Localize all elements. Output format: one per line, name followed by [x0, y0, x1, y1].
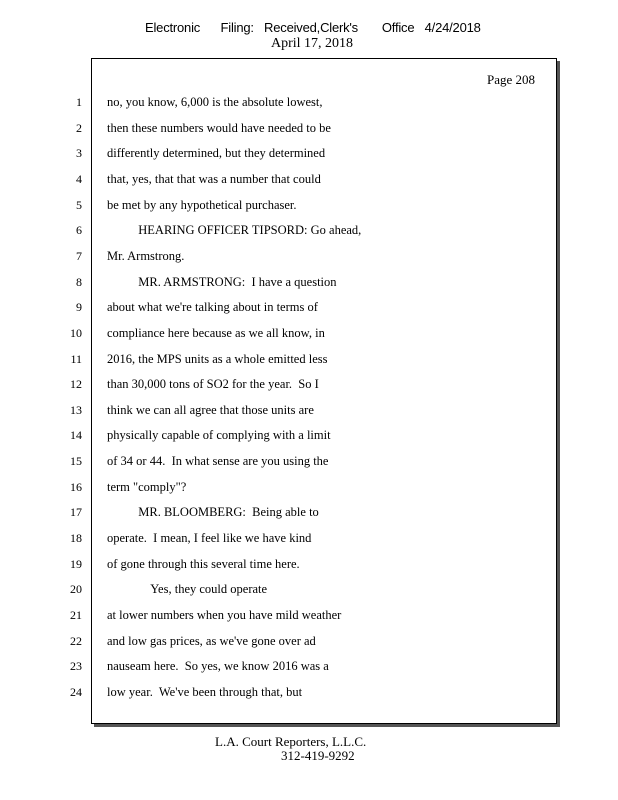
line-number: 4 — [76, 172, 82, 186]
line-number: 15 — [70, 454, 82, 468]
line-text: compliance here because as we all know, in — [107, 326, 325, 340]
line-number: 17 — [70, 505, 82, 519]
line-number: 19 — [70, 557, 82, 571]
court-reporter-name: L.A. Court Reporters, L.L.C. — [215, 734, 367, 749]
line-number: 14 — [70, 428, 82, 442]
line-number: 2 — [76, 121, 82, 135]
line-number: 16 — [70, 480, 82, 494]
line-number: 24 — [70, 685, 82, 699]
line-text: differently determined, but they determined — [107, 146, 326, 160]
line-number: 20 — [70, 582, 82, 596]
line-text: about what we're talking about in terms of — [107, 300, 318, 314]
line-number: 22 — [70, 634, 82, 648]
line-text: think we can all agree that those units are — [107, 403, 314, 417]
line-number: 11 — [70, 352, 82, 366]
line-text: MR. BLOOMBERG: Being able to — [107, 505, 319, 519]
line-number: 13 — [70, 403, 82, 417]
line-text: that, yes, that that was a number that could — [107, 172, 321, 186]
line-text: then these numbers would have needed to be — [107, 121, 331, 135]
line-text: of 34 or 44. In what sense are you using the — [107, 454, 329, 468]
line-text: than 30,000 tons of SO2 for the year. So I — [107, 377, 319, 391]
line-number: 21 — [70, 608, 82, 622]
line-number: 3 — [76, 146, 82, 160]
line-text: physically capable of complying with a limit — [107, 428, 331, 442]
line-number: 18 — [70, 531, 82, 545]
line-text: MR. ARMSTRONG: I have a question — [107, 275, 337, 289]
line-number: 5 — [76, 198, 82, 212]
line-text: Yes, they could operate — [107, 582, 268, 596]
filing-stamp: Electronic Filing: Received,Clerk's Office 4/24/2018 — [145, 20, 481, 35]
line-number: 6 — [76, 223, 82, 237]
page-number: Page 208 — [487, 72, 536, 87]
line-text: no, you know, 6,000 is the absolute lowest, — [107, 95, 323, 109]
line-text: operate. I mean, I feel like we have kind — [107, 531, 312, 545]
line-text: term "comply"? — [107, 480, 187, 494]
line-text: HEARING OFFICER TIPSORD: Go ahead, — [107, 223, 362, 237]
line-number: 10 — [70, 326, 82, 340]
line-number: 7 — [76, 249, 82, 263]
line-number: 8 — [76, 275, 82, 289]
line-text: of gone through this several time here. — [107, 557, 300, 571]
line-number: 1 — [76, 95, 82, 109]
line-text: and low gas prices, as we've gone over ad — [107, 634, 316, 648]
line-text: be met by any hypothetical purchaser. — [107, 198, 297, 212]
court-reporter-phone: 312-419-9292 — [281, 748, 355, 763]
line-text: Mr. Armstrong. — [107, 249, 185, 263]
line-number: 9 — [76, 300, 82, 314]
line-text: 2016, the MPS units as a whole emitted less — [107, 352, 328, 366]
line-number: 12 — [70, 377, 82, 391]
line-text: nauseam here. So yes, we know 2016 was a — [107, 659, 329, 673]
line-text: low year. We've been through that, but — [107, 685, 303, 699]
hearing-date: April 17, 2018 — [271, 36, 354, 51]
line-text: at lower numbers when you have mild weather — [107, 608, 342, 622]
line-number: 23 — [70, 659, 82, 673]
